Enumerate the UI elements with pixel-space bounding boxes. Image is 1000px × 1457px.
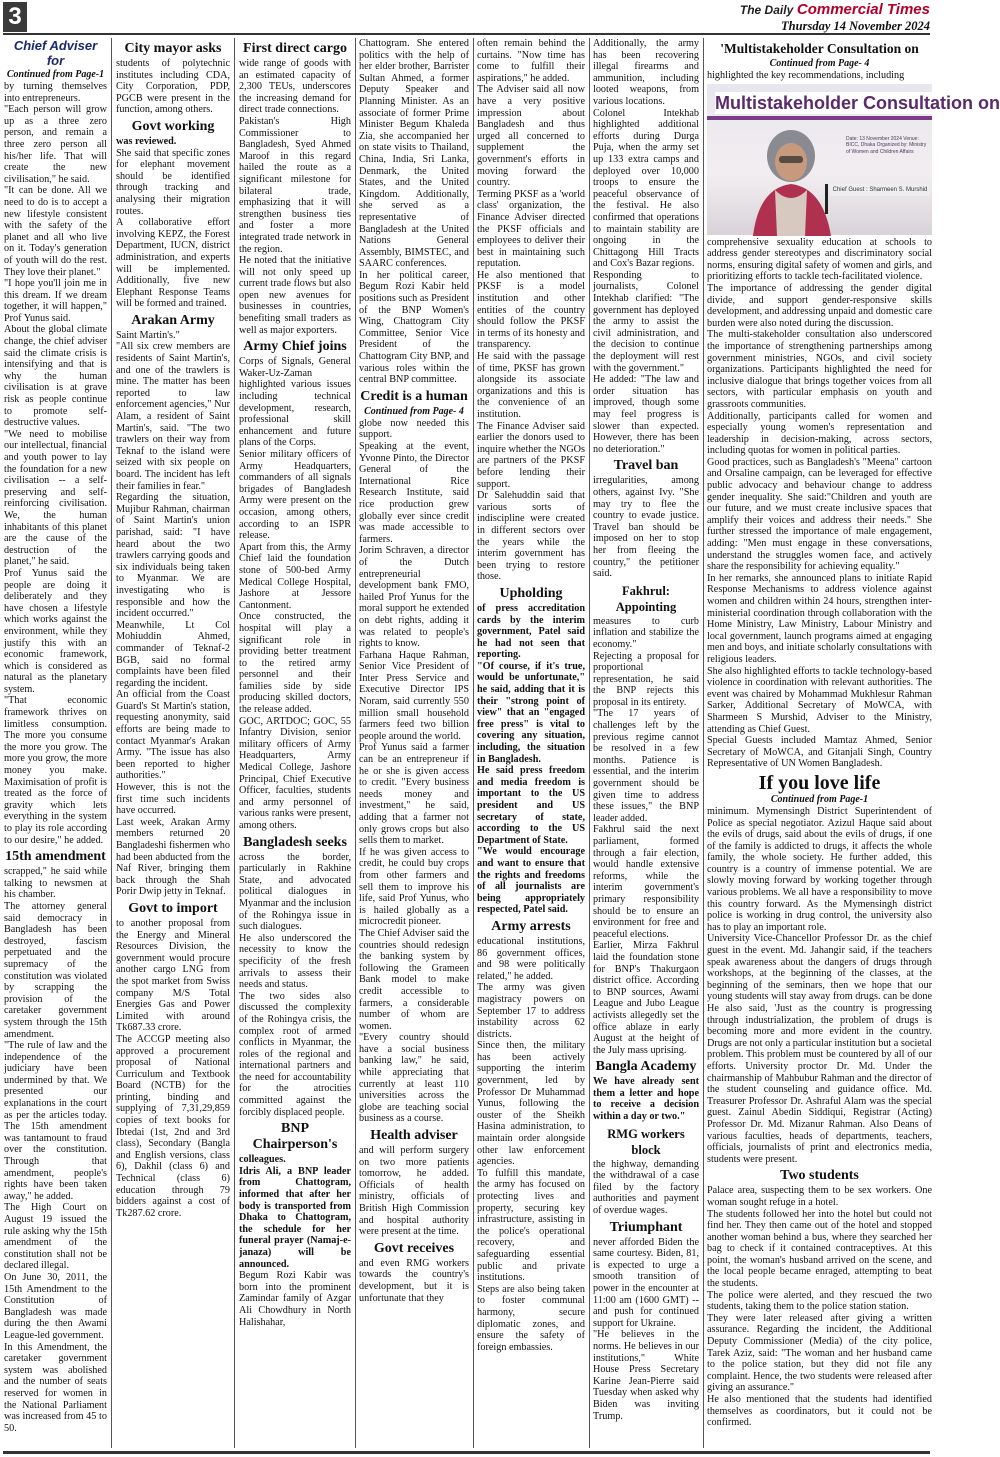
paragraph: If he was given access to credit, he could buy crops from other farmers and sell them to improve his life, said Prof Yunus, who is hailed globally as a microcredit pioneer.	[359, 846, 469, 928]
paragraph: and will perform surgery on two more patients tomorrow, he added. Officials of health ministry, officials of British High Commission and hospital authority were present at the time.	[359, 1145, 469, 1238]
headline-health-adviser: Health adviser	[370, 1128, 458, 1144]
paragraph: and even RMG workers towards the country's development, but it is unfortunate that they	[359, 1257, 469, 1304]
paragraph: They were later released after giving a written assurance. Regarding the incident, the Additional Deputy Commissioner (Media) of the city police, Tarek Aziz, said: "The woman and her husband came to the police station, but they did not file any complaint. Hence, the two students were released after giving an assurance."	[707, 1312, 932, 1394]
paragraph: The army was given magistracy powers on September 17 to address instability across 62 districts.	[477, 982, 585, 1040]
paragraph: Last week, Arakan Army members returned 20 Bangladeshi fishermen who had been abducted from the Naf River, bringing them back through the Shah Porir Dwip jetty in Teknaf.	[116, 816, 230, 898]
paragraph: "We would encourage and want to ensure that the rights and freedoms of all journalists are being appropriately respected, Patel said.	[477, 846, 585, 916]
paragraph: Since then, the military has been actively supporting the interim government, led by Professor Dr Muhammad Yunus, following the ouster of the Sheikh Hasina administration, to maintain order alongside other law enforcement agencies.	[477, 1040, 585, 1168]
paragraph: He said press freedom and media freedom is important to the US president and US secretary of state, according to the US Department of State.	[477, 765, 585, 846]
continued-note: Continued from Page- 4	[364, 405, 464, 417]
paragraph: never afforded Biden the same courtesy. Biden, 81, is expected to urge a smooth transition of power in the encounter at 11:00 am (1600 GMT) -- and push for continued support for Ukraine.	[593, 1236, 699, 1329]
paragraph: He also mentioned that PKSF is a model institution and other entities of the country should follow the PKSF in terms of its honesty and transparency.	[477, 269, 585, 351]
paragraph: Good practices, such as Bangladesh's "Meena" cartoon and Orsaline campaign, can be leveraged for effective public advocacy and behaviour change to address gender inequality. She said:"Children and youth are our future, and we must create inclusive spaces that amplify their voices and address their needs." She further stressed the importance of male engagement, adding: "Men must engage in these conversations, understand the struggles women face, and actively share the responsibility for achieving equality."	[707, 456, 932, 573]
paragraph: Dr Salehuddin said that various sorts of indiscipline were created in different sectors over the years while the interim government has been trying to restore those.	[477, 490, 585, 583]
paragraph: Earlier, Mirza Fakhrul laid the foundation stone for BNP's Thakurgaon district office. According to BNP sources, Awami League and Jubo League activists allegedly set the office ablaze in early August at the height of the July mass uprising.	[593, 940, 699, 1056]
newspaper-logo: The Daily Commercial Times	[739, 1, 930, 18]
paragraph: minimum. Mymensingh District Superintendent of Police as special negotiator. Azizul Haque said about the evils of drugs, said about the evils of drugs, if one of the family is addicted to drugs, it affects the whole family, the whole society. He further added, this country is a country of immense potential. We are slowly moving forward by working together through various problems. We all have a responsibility to move this country forward. As the Mymensingh district police is working in drug control, the university also has to play an important role.	[707, 805, 932, 933]
paragraph: An official from the Coast Guard's St Martin's station, requesting anonymity, said efforts are being made to contact Myanmar's Arakan Army. "The issue has also been reported to higher authorities."	[116, 689, 230, 782]
paragraph: Senior military officers of Army Headquarters, commanders of all signals brigades of Bangladesh Army were present on the occasion, among others, according to an ISPR release.	[239, 449, 351, 542]
paragraph: Prof Yunus said the people are doing it deliberately and they have chosen a lifestyle which works against the environment, while they justify this with an economic framework, which is considered as natural as the planetary system.	[4, 567, 107, 695]
headline-multistakeholder: 'Multistakeholder Consultation on	[720, 41, 919, 56]
paragraph: The ACCGP meeting also approved a procurement proposal of National Curriculum and Textbook Board (NCTB) for the printing, binding and supplying of 7,31,29,859 copies of text books for Ibtedai (1st, 2nd and 3rd class), Secondary (Bangla and English versions, class 6), Dakhil (class 6) and Technical (class 6) education through 79 bidders against a cost of Tk287.62 crore.	[116, 1033, 230, 1219]
column-separator	[473, 38, 474, 1448]
page-number: 3	[3, 2, 27, 32]
headline-triumphant: Triumphant	[609, 1219, 683, 1235]
column-3	[239, 38, 351, 1450]
paragraph: of press accreditation cards by the interim government, Patel said he had not seen that reporting.	[477, 602, 585, 661]
headline-if-you-love-life: If you love life	[758, 771, 881, 794]
paragraph: In her remarks, she announced plans to initiate Rapid Response Mechanisms to address violence against women and children within 24 hours, strengthen inter-ministerial coordination through collaboration with the Home Ministry, Law Ministry, Labour Ministry and local government, launch programs aimed at engaging men and boys, and initiate scholarly consultations with religious leaders.	[707, 572, 932, 665]
paragraph: GOC, ARTDOC; GOC, 55 Infantry Division, senior military officers of Army Headquarters, Army Medical College, Jashore Principal, Chief Executive Officer, faculties, students and army personnel of various ranks were present, among others.	[239, 715, 351, 831]
paragraph: students of polytechnic institutes including CDA, City Corporation, PDP, PGCB were present in the function, among others.	[116, 58, 230, 116]
microphone	[825, 184, 828, 214]
paragraph: He noted that the initiative will not only speed up current trade flows but also open new avenues for businesses in countries, benefiting small traders as well as major exporters.	[239, 255, 351, 336]
paragraph: "We need to mobilise our intellectual, financial and youth power to lay the foundation for a new civilisation -- a self-preserving and self-reinforcing civilisation. We, the human inhabitants of this planet are the cause of the destruction of the planet," he said.	[4, 428, 107, 568]
paragraph: "The 17 years of challenges left by the previous regime cannot be resolved in a few months. Patience is essential, and the interim government should be given time to address these issues," the BNP leader added.	[593, 708, 699, 824]
column-separator	[355, 38, 356, 1448]
headline-travel-ban: Travel ban	[613, 458, 679, 474]
paragraph: Pakistan's High Commissioner to Bangladesh, Syed Ahmed Maroof in this regard hailed the route as a significant milestone for bilateral trade, emphasizing that it will strengthen business ties and foster a more integrated trade network in the region.	[239, 115, 351, 255]
paragraph: In this Amendment, the caretaker government system was abolished and the number of seats reserved for women in the National Parliament was increased from 45 to 50.	[4, 1341, 107, 1434]
paragraph: scrapped," he said while talking to newsmen at his chamber.	[4, 866, 107, 901]
paragraph: However, this is not the first time such incidents have occurred.	[116, 782, 230, 817]
paragraph: He said with the passage of time, PKSF has grown alongside its associate organizations and this is the convenience of an institution.	[477, 351, 585, 420]
paragraph: Begum Rozi Kabir was born into the prominent Zamindar family of Azgar Ali Chowdhury in North Halishahar,	[239, 1270, 351, 1328]
paragraph: About the global climate change, the chief adviser said the climate crisis is intensifying and that is why the human civilisation is at grave risk as people continue to promote self-destructive values.	[4, 324, 107, 429]
paragraph: measures to curb inflation and stabilize the economy."	[593, 615, 699, 650]
paragraph: across the border, particularly in Rakhine State, and advocated political dialogues in Myanmar and the inclusion of the Rohingya issue in such dialogues.	[239, 851, 351, 933]
headline-chief-adviser: Chief Adviser for	[13, 38, 98, 68]
column-4	[359, 38, 469, 1450]
paragraph: Steps are also being taken to foster communal harmony, secure diplomatic zones, and ensure the safety of foreign embassies.	[477, 1283, 585, 1353]
column-separator	[703, 38, 704, 1448]
headline-bnp-chairperson: BNP Chairperson's	[252, 1121, 338, 1153]
paragraph: Meanwhile, Lt Col Mohiuddin Ahmed, commander of Teknaf-2 BGB, said no formal complaints have been filed regarding the incident.	[116, 619, 230, 689]
paragraph: A collaborative effort involving KEPZ, the Forest Department, IUCN, district administration, and experts will be implemented. Additionally, five new Elephant Response Teams will be formed and trained.	[116, 217, 230, 310]
headline-govt-working: Govt working	[131, 118, 215, 134]
paragraph: wide range of goods with an estimated capacity of 2,300 TEUs, underscores the increasing demand for direct trade connections.	[239, 58, 351, 116]
photo-banner-text: Multistakeholder Consultation on	[715, 92, 1000, 113]
headline-rmg-workers-block: RMG workers block	[607, 1126, 685, 1157]
continued-note: Continued from Page- 4	[769, 58, 870, 69]
column-6	[593, 38, 699, 1450]
headline-army-arrests: Army arrests	[491, 918, 571, 934]
column-separator	[111, 38, 112, 1448]
paragraph: The Adviser said all now have a very positive impression about Bangladesh and thus urged all concerned to supplement the government's efforts in moving forward the country.	[477, 84, 585, 189]
headline-bangladesh-seeks: Bangladesh seeks	[243, 834, 347, 850]
paragraph: "All six crew members are residents of Saint Martin's, and one of the trawlers is mine. The matter has been reported to law enforcement agencies," Nur Alam, a resident of Saint Martin's, said. "The two trawlers on their way from Teknaf to the island were seized with six people on board. The incident has left their families in fear."	[116, 341, 230, 492]
column-separator	[589, 38, 590, 1448]
footer-rule	[3, 1451, 930, 1454]
paragraph: Colonel Intekhab highlighted additional efforts during Durga Puja, when the army set up 133 extra camps and deployed over 10,000 troops to ensure the peaceful observance of the festival. He also confirmed that operations to maintain stability are ongoing in the Chittagong Hill Tracts and Cox's Bazar regions.	[593, 107, 699, 270]
speaker-illustration	[745, 126, 837, 236]
headline-arakan-army: Arakan Army	[131, 312, 215, 328]
paragraph: The multi-stakeholder consultation also underscored the importance of strengthening partnerships among government ministries, NGOs, and civil society organizations. Participants highlighted the need for inclusive dialogue that brings together voices from all sectors, with particular emphasis on youth and grassroots communities.	[707, 329, 932, 410]
column-1	[4, 38, 107, 1450]
paragraph: Fakhrul said the next parliament, formed through a fair election, would handle extensive reforms, while the interim government's primary responsibility should be to ensure an environment for free and peaceful elections.	[593, 824, 699, 940]
paragraph: was reviewed.	[116, 135, 177, 147]
paragraph: On June 30, 2011, the 15th Amendment to the Constitution of Bangladesh was made during the then Awami League-led government.	[4, 1271, 107, 1341]
paragraph: educational institutions, 86 government offices, and 98 were politically related," he added.	[477, 935, 585, 982]
paragraph: "Of course, if it's true, would be unfortunate," he said, adding that it is their "strong point of view" that an "engaged free press" is vital to covering any situation, including, the situation in Bangladesh.	[477, 660, 585, 765]
paragraph: Regarding the situation, Mujibur Rahman, chairman of Saint Martin's union parishad, said: "I have heard about the two trawlers carrying goods and six individuals being taken to Myanmar. We are investigating who is responsible and how the incident occurred."	[116, 492, 230, 620]
paragraph: Once constructed, the hospital will play a significant role in providing better treatment to the retired army personnel and their families side by side producing skilled doctors, the release added.	[239, 611, 351, 716]
paragraph: Prof Yunus said a farmer can be an entrepreneur if he or she is given access to credit. "Every business needs money and investment," he said, adding that a farmer not only grows crops but also sells them to market.	[359, 742, 469, 847]
paragraph: The two sides also discussed the complexity of the Rohingya crisis, the complex root of armed conflicts in Myanmar, the roles of the regional and international partners and the need for accountability for the atrocities committed against the forcibly displaced people.	[239, 990, 351, 1118]
paragraph: We have already sent them a letter and hope to receive a decision within a day or two."	[593, 1076, 699, 1123]
paragraph: Special Guests included Mamtaz Ahmed, Senior Secretary of MoWCA, and Gitanjali Singh, Country Representative of UN Women Bangladesh.	[707, 735, 932, 770]
paragraph: Chattogram. She entered politics with the help of her elder brother, Barrister Sultan Ahmed, a former Deputy Speaker and Planning Minister. As an associate of former Prime Minister Begum Khaleda Zia, she accompanied her on state visits to Thailand, China, India, Sri Lanka, Denmark, the United States, and the United Kingdom. Additionally, she served as a representative of Bangladesh at the United Nations General Assembly, BIMSTEC, and SAARC conferences.	[359, 38, 469, 270]
paragraph: The Chief Adviser said the countries should redesign the banking system by following the Grameen Bank model to make credit accessible to farmers, a considerable number of whom are women.	[359, 927, 469, 1032]
column-2	[116, 38, 230, 1450]
photo-banner-info: Date: 13 November 2024 Venue: BICC, Dhaka Organized by: Ministry of Women and Children Affairs	[846, 135, 927, 155]
paragraph: To fulfill this mandate, the army has focused on protecting lives and property, securing key infrastructure, assisting in the police's operational recovery, and safeguarding essential public and private institutions.	[477, 1167, 585, 1284]
paragraph: University Vice-Chancellor Professor Dr. as the chief guest in the event. Md. Jahangir said, if the teachers speak awareness about the dangers of drugs through workshops, at the beginning of the classes, at the beginning of the seminars, then we hope that our young students will stay away from drugs. can be done He also said, 'Just as the country is progressing through industrialization, the problem of drugs is becoming more and more evident in the country. Drugs are not only a particular institution but a societal problem. This problem must be countered by all of our efforts. University proctor Dr. Md. Under the chairmanship of Mahbubur Rahman and the director of the student counseling and guidance office. Md. Treasurer Professor Dr. Ashraful Alam was the special guest. Zainul Abedin Siddiqui, Registrar (Acting) Professor Dr. Md. Mizanur Rahman. Also Deans of various faculties, heads of departments, teachers, officials, journalists of print and electronics media, students were present.	[707, 933, 932, 1165]
column-7	[707, 38, 1000, 1450]
column-separator	[234, 38, 235, 1448]
paragraph: irregularities, among others, against Ivy. "She may try to flee the country to evade justice. Travel ban should be imposed on her to stop her from fleeing the country," the petitioner said.	[593, 475, 699, 580]
paragraph: He also underscored the necessity to know the specificity of the fresh arrivals to assess their needs and status.	[239, 932, 351, 991]
column-5	[477, 38, 585, 1450]
issue-date: Thursday 14 November 2024	[781, 19, 930, 33]
header-rule	[3, 33, 930, 35]
photo-banner-strip	[707, 116, 932, 120]
paragraph: In her political career, Begum Rozi Kabir held positions such as President of the BNP Women's Wing, Chattogram City Committee, Senior Vice President of the Chattogram City BNP, and various roles within the central BNP committee.	[359, 269, 469, 386]
masthead	[740, 1, 930, 34]
headline-bangla-academy: Bangla Academy	[595, 1059, 697, 1075]
continued-note: Continued from Page-1	[770, 793, 869, 805]
paragraph: Apart from this, the Army Chief laid the foundation stone of 500-bed Army Medical College Hospital, Jashore at Jessore Cantonment.	[239, 541, 351, 611]
paragraph: He also mentioned that the students had identified themselves as coordinators, but it could not be confirmed.	[707, 1394, 932, 1429]
photo-caption-chip: Chief Guest : Sharmeen S. Murshid	[830, 184, 930, 196]
paragraph: "He believes in the norms. He believes in our institutions," White House Press Secretary Karine Jean-Pierre said Tuesday when asked why Biden was inviting Trump.	[593, 1329, 699, 1422]
paragraph: The attorney general said democracy in Bangladesh has been destroyed, fascism perpetuated and the supremacy of the constitution was violated by scrapping the provision of the caretaker government system through the 15th amendment.	[4, 900, 107, 1040]
headline-two-students: Two students	[780, 1168, 859, 1184]
paragraph: comprehensive sexuality education at schools to address gender stereotypes and discriminatory social norms, ensuring digital safety of women and girls, and prioritizing efforts to tackle tech-facilitated violence.	[707, 236, 932, 283]
paragraph: highlighted the key recommendations, including	[707, 70, 905, 81]
paragraph: The High Court on August 19 issued the rule asking why the 15th amendment of the constitution shall not be declared illegal.	[4, 1202, 107, 1272]
headline-credit-is-a-human: Credit is a human	[360, 388, 468, 404]
paragraph: to another proposal from the Energy and Mineral Resources Division, the government would procure another cargo LNG from the spot market from Swiss company M/S Total Energies Gas and Power Limited with around Tk687.33 crore.	[116, 917, 230, 1034]
paragraph: Responding to journalists, Colonel Intekhab clarified: "The government has deployed the army to assist the civil administration, and the decision to continue the deployment will rest with the government."	[593, 269, 699, 374]
paragraph: Farhana Haque Rahman, Senior Vice President of Inter Press Service and Executive Director IPS Noram, said currently 550 million small household farmers feed two billion people around the world.	[359, 649, 469, 742]
paragraph: He added: "The law and order situation has improved, though some may feel progress is slower than expected. However, there has been no deterioration."	[593, 374, 699, 455]
paragraph: by turning themselves into entrepreneurs.	[4, 81, 107, 104]
paragraph: Additionally, participants called for women and especially young women's representation and leadership in decision-making, across sectors, including quotas for women in political parties.	[707, 410, 932, 457]
paragraph: "Every country should have a social business banking law," he said, while appreciating that currently at least 110 universities across the globe are teaching social business as a course.	[359, 1032, 469, 1125]
paragraph: Saint Martin's."	[116, 329, 180, 341]
paragraph: The Finance Adviser said earlier the donors used to inquire whether the NGOs are partners of the PKSF before lending their support.	[477, 420, 585, 490]
paragraph: Palace area, suspecting them to be sex workers. One woman sought refuge in a hotel.	[707, 1185, 932, 1208]
paragraph: "Each person will grow up as a three zero person, and remain a three zero person all his/her life. That will create the new civilisation," he said.	[4, 104, 107, 185]
paragraph: Additionally, the army has been recovering illegal firearms and ammunition, including looted weapons, from various locations.	[593, 38, 699, 107]
paragraph: "The rule of law and the independence of the judiciary have been undermined by that. We presented our explanations in the court as per the articles today. The 15th amendment was tantamount to fraud over the constitution. Through that amendment, people's rights have been taken away," he added.	[4, 1040, 107, 1202]
headline-army-chief-joins: Army Chief joins	[243, 339, 347, 355]
paragraph: Terming PKSF as a 'world class' organization, the Finance Adviser directed the PKSF officials and employees to deliver their best in maintaining such reputation.	[477, 188, 585, 270]
headline-15th-amendment: 15th amendment	[5, 849, 106, 865]
headline-govt-to-import: Govt to import	[128, 900, 218, 916]
headline-upholding: Upholding	[499, 585, 563, 601]
paragraph: The police were alerted, and they rescued the two students, taking them to the police station station.	[707, 1289, 932, 1313]
event-photo	[707, 84, 1000, 235]
paragraph: "That economic framework thrives on limitless consumption. The more you consume the more you grow. The more you grow, the more money you make. Maximisation of profit is treated as the force of gravity which lets everything in the system to play its role according to our desire," he added.	[4, 695, 107, 846]
paragraph: "It can be done. All we need to do is to accept a new lifestyle consistent with the safety of the planet and all who live on it. Today's generation of youth will do the rest. They love their planet."	[4, 185, 107, 278]
headline-fakhrul-appointing: Fakhrul: Appointing	[615, 583, 677, 614]
paragraph: colleagues.	[239, 1154, 286, 1166]
headline-first-direct-cargo: First direct cargo	[243, 41, 347, 56]
paragraph: She said that specific zones for elephant movement should be identified through tracking and analysing their migration routes.	[116, 147, 230, 217]
paragraph: The students followed her into the hotel but could not find her. They then came out of the hotel and stopped another woman behind a bus, where they searched her bag to check if it contained contraceptives. At this point, the woman's husband arrived on the scene, and the local people became enraged, attempting to beat the students.	[707, 1208, 932, 1290]
continued-note: Continued from Page-1	[6, 69, 105, 80]
paragraph: "I hope you'll join me in this dream. If we dream together, it will happen," Prof Yunus said.	[4, 278, 107, 324]
paragraph: Rejecting a proposal for proportional representation, he said the BNP rejects this proposal in its entirety.	[593, 650, 699, 708]
paragraph: Corps of Signals, General Waker-Uz-Zaman highlighted various issues including technical development, research, professional skill enhancement and future plans of the Corps.	[239, 356, 351, 449]
paragraph: Speaking at the event, Yvonne Pinto, the Director General of the International Rice Research Institute, said rice production grew globally ever since credit was made accessible to farmers.	[359, 441, 469, 545]
paragraph: often remain behind the curtains. "Now time has come to fulfill their aspirations," he added.	[477, 38, 585, 84]
paragraph: She also highlighted efforts to tackle technology-based violence in coordination with relevant authorities. The event was chaired by Mohammad Mukhlesur Rahman Sarker, Additional Secretary of MoWCA, with Sharmeen S Murshid, Adviser to the Ministry, attending as Chief Guest.	[707, 665, 932, 735]
paragraph: Jorim Schraven, a director of the Dutch entrepreneurial development bank FMO, hailed Prof Yunus for the moral support he extended on debt rights, adding it was related to people's rights to know.	[359, 545, 469, 650]
headline-city-mayor: City mayor asks	[124, 41, 222, 56]
paragraph: the highway, demanding the withdrawal of a case filed by the factory authorities and payment of overdue wages.	[593, 1158, 699, 1217]
headline-govt-receives: Govt receives	[373, 1240, 455, 1256]
paragraph: globe now needed this support.	[359, 417, 469, 441]
paragraph: The importance of addressing the gender digital divide, and support gender-responsive skills development, and addressing unpaid and domestic care burden were also noted during the discussion.	[707, 282, 932, 329]
paragraph: Idris Ali, a BNP leader from Chattogram, informed that after her body is transported from Dhaka to Chattogram, the schedule for her funeral prayer (Namaj-e-janaza) will be announced.	[239, 1165, 351, 1270]
